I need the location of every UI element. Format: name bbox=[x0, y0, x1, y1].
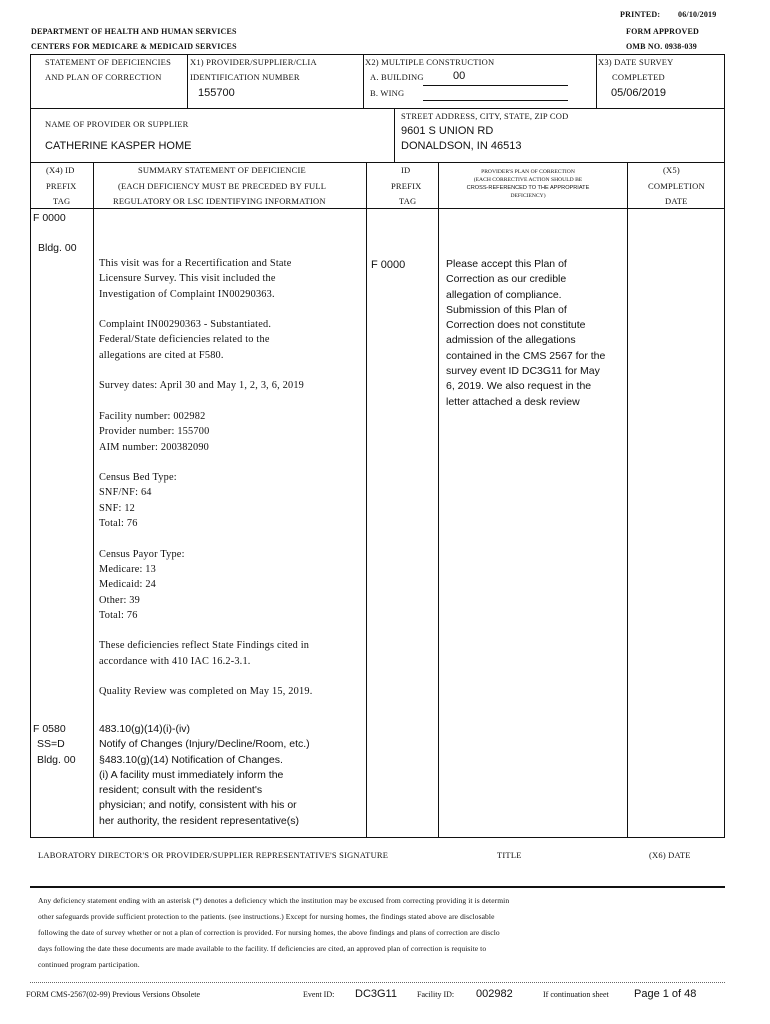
disclaimer-line: other safeguards provide sufficient protection to the patients. (see instructions.) Except for nursing homes, the findings stated above are disclosable bbox=[38, 912, 495, 921]
rule bbox=[724, 108, 725, 162]
id-header: ID bbox=[401, 165, 411, 175]
summary-line: Quality Review was completed on May 15, 2019. bbox=[99, 686, 313, 698]
rule bbox=[438, 162, 439, 838]
rule bbox=[30, 162, 31, 838]
rule bbox=[30, 208, 725, 209]
survey-date-field: 05/06/2019 bbox=[611, 87, 667, 99]
address-line2: DONALDSON, IN 46513 bbox=[401, 140, 522, 152]
id-tag-f0000: F 0000 bbox=[371, 259, 406, 271]
x4-tag-header: TAG bbox=[53, 196, 71, 206]
x6-date-label: (X6) DATE bbox=[649, 850, 691, 860]
provider-name-label: NAME OF PROVIDER OR SUPPLIER bbox=[45, 119, 189, 129]
plan-line: 6, 2019. We also request in the bbox=[446, 380, 592, 393]
department-title: DEPARTMENT OF HEALTH AND HUMAN SERVICES bbox=[31, 27, 237, 36]
disclaimer-line: Any deficiency statement ending with an asterisk (*) denotes a deficiency which the institution may be excused from correcting providing it is determin bbox=[38, 896, 510, 905]
plan-line: Correction as our credible bbox=[446, 273, 567, 286]
summary-line: accordance with 410 IAC 16.2-3.1. bbox=[99, 655, 251, 667]
summary-note: (EACH DEFICIENCY MUST BE PRECEDED BY FULL bbox=[118, 181, 327, 191]
title-label: TITLE bbox=[497, 850, 522, 860]
x2-label: X2) MULTIPLE CONSTRUCTION bbox=[365, 57, 495, 67]
rule bbox=[394, 108, 395, 162]
rule bbox=[30, 54, 725, 55]
wing-underline bbox=[423, 100, 568, 101]
plan-line: contained in the CMS 2567 for the bbox=[446, 349, 606, 362]
summary-line: Medicaid: 24 bbox=[99, 579, 157, 591]
rule bbox=[187, 54, 188, 108]
summary-line: Licensure Survey. This visit included the bbox=[99, 273, 276, 285]
summary-line: SNF/NF: 64 bbox=[99, 487, 152, 499]
address-line1: 9601 S UNION RD bbox=[401, 125, 494, 137]
facility-id-label: Facility ID: bbox=[417, 990, 455, 999]
summary-header: SUMMARY STATEMENT OF DEFICIENCIE bbox=[138, 165, 306, 175]
form-approved: FORM APPROVED bbox=[626, 27, 700, 36]
facility-id-value: 002982 bbox=[476, 988, 513, 1000]
summary-line: Survey dates: April 30 and May 1, 2, 3, 6, 2019 bbox=[99, 380, 305, 392]
f0580-line: her authority, the resident representative(s) bbox=[99, 814, 299, 827]
page-number: Page 1 of 48 bbox=[634, 988, 697, 1000]
plan-line: Please accept this Plan of bbox=[446, 258, 567, 270]
rule bbox=[363, 54, 364, 108]
plan-line: survey event ID DC3G11 for May bbox=[446, 365, 600, 378]
rule bbox=[596, 54, 597, 108]
disclaimer-line: following the date of survey whether or not a plan of correction is provided. For nursing homes, the above findings and plans of correction are disclo bbox=[38, 928, 500, 937]
bldg-label: Bldg. 00 bbox=[37, 753, 76, 766]
building-field: 00 bbox=[453, 70, 466, 82]
rule bbox=[627, 162, 628, 838]
form-number: FORM CMS-2567(02-99) Previous Versions Obsolete bbox=[26, 990, 201, 999]
plan-header bbox=[440, 168, 616, 200]
plan-line: Correction does not constitute bbox=[446, 319, 586, 332]
summary-line: These deficiencies reflect State Findings cited in bbox=[99, 640, 310, 652]
x4-header: (X4) ID bbox=[46, 165, 75, 175]
address-label: STREET ADDRESS, CITY, STATE, ZIP COD bbox=[401, 111, 569, 121]
rule bbox=[724, 54, 725, 108]
plan-header-line: PROVIDER'S PLAN OF CORRECTION bbox=[481, 169, 575, 175]
rule bbox=[30, 886, 725, 888]
tag-f0580: F 0580 bbox=[33, 723, 66, 735]
x5-header: (X5) bbox=[663, 165, 680, 175]
rule bbox=[30, 982, 725, 983]
completion-header: COMPLETION bbox=[648, 181, 705, 191]
summary-line: Total: 76 bbox=[99, 609, 138, 621]
summary-line: Complaint IN00290363 - Substantiated. bbox=[99, 319, 272, 331]
id-tag-header: TAG bbox=[399, 196, 417, 206]
continuation-label: If continuation sheet bbox=[543, 990, 609, 999]
summary-line: Federal/State deficiencies related to the bbox=[99, 334, 270, 346]
summary-line: Facility number: 002982 bbox=[99, 410, 206, 422]
rule bbox=[30, 108, 725, 109]
plan-label: AND PLAN OF CORRECTION bbox=[45, 72, 162, 82]
summary-line: Census Bed Type: bbox=[99, 472, 177, 484]
signature-label: LABORATORY DIRECTOR'S OR PROVIDER/SUPPLIER REPRESENTATIVE'S SIGNATURE bbox=[38, 850, 389, 860]
event-id-value: DC3G11 bbox=[355, 988, 397, 1000]
rule bbox=[30, 108, 31, 162]
summary-line: Census Payor Type: bbox=[99, 548, 185, 560]
f0580-line: (i) A facility must immediately inform the bbox=[99, 768, 284, 781]
plan-header-line: (EACH CORRECTIVE ACTION SHOULD BE bbox=[473, 177, 583, 183]
summary-line: allegations are cited at F580. bbox=[99, 349, 224, 361]
x4-prefix-header: PREFIX bbox=[46, 181, 77, 191]
plan-line: Submission of this Plan of bbox=[446, 303, 567, 316]
rule bbox=[366, 162, 367, 838]
disclaimer-block bbox=[38, 893, 509, 973]
identification-label: IDENTIFICATION NUMBER bbox=[190, 72, 300, 82]
rule bbox=[30, 54, 31, 108]
summary-line: Other: 39 bbox=[99, 594, 140, 606]
summary-line: SNF: 12 bbox=[99, 502, 136, 514]
tag-f0580-block bbox=[33, 723, 76, 769]
printed-label: PRINTED: bbox=[620, 10, 661, 19]
id-prefix-header: PREFIX bbox=[391, 181, 422, 191]
disclaimer-line: continued program participation. bbox=[38, 960, 140, 969]
printed-date: 06/10/2019 bbox=[678, 10, 717, 19]
summary-line: Total: 76 bbox=[99, 518, 138, 530]
bldg-label: Bldg. 00 bbox=[38, 242, 77, 254]
summary-line: Medicare: 13 bbox=[99, 563, 157, 575]
rule bbox=[93, 162, 94, 838]
event-id-label: Event ID: bbox=[303, 990, 335, 999]
summary-line: AIM number: 200382090 bbox=[99, 441, 210, 453]
summary-regulatory: REGULATORY OR LSC IDENTIFYING INFORMATION bbox=[113, 196, 326, 206]
rule bbox=[30, 162, 725, 163]
summary-text-block bbox=[99, 258, 312, 702]
plan-header-line: CROSS-REFERENCED TO THE APPROPRIATE bbox=[466, 185, 590, 191]
x1-label: X1) PROVIDER/SUPPLIER/CLIA bbox=[190, 57, 317, 67]
plan-line: letter attached a desk review bbox=[446, 395, 580, 408]
building-underline bbox=[423, 85, 568, 86]
f0580-line: resident; consult with the resident's bbox=[99, 784, 263, 797]
rule bbox=[30, 837, 725, 838]
plan-line: admission of the allegations bbox=[446, 334, 576, 347]
centers-title: CENTERS FOR MEDICARE & MEDICAID SERVICES bbox=[31, 42, 237, 51]
plan-header-line: DEFICIENCY) bbox=[510, 193, 546, 199]
tag-f0000: F 0000 bbox=[33, 212, 66, 224]
f0580-line: Notify of Changes (Injury/Decline/Room, etc.) bbox=[99, 738, 310, 751]
f0580-text-block bbox=[99, 723, 310, 830]
date-header: DATE bbox=[665, 196, 688, 206]
completed-label: COMPLETED bbox=[612, 72, 665, 82]
summary-line: Provider number: 155700 bbox=[99, 426, 210, 438]
x3-label: X3) DATE SURVEY bbox=[598, 57, 674, 67]
omb-number: OMB NO. 0938-039 bbox=[626, 42, 697, 51]
summary-line: Investigation of Complaint IN00290363. bbox=[99, 288, 275, 300]
wing-label: B. WING bbox=[370, 88, 405, 98]
building-label: A. BUILDING bbox=[370, 72, 424, 82]
rule bbox=[724, 162, 725, 838]
plan-line: allegation of compliance. bbox=[446, 288, 562, 301]
f0580-line: physician; and notify, consistent with his or bbox=[99, 799, 297, 812]
f0580-line: 483.10(g)(14)(i)-(iv) bbox=[99, 723, 191, 735]
statement-label: STATEMENT OF DEFICIENCIES bbox=[45, 57, 172, 67]
plan-text-block bbox=[446, 258, 605, 411]
f0580-line: §483.10(g)(14) Notification of Changes. bbox=[99, 753, 283, 766]
disclaimer-line: days following the date these documents are made available to the facility. If deficiencies are cited, an approved plan of correction is requisite to bbox=[38, 944, 487, 953]
provider-number-field: 155700 bbox=[198, 87, 235, 99]
scope-severity: SS=D bbox=[37, 738, 65, 751]
provider-name-field: CATHERINE KASPER HOME bbox=[45, 140, 192, 152]
summary-line: This visit was for a Recertification and State bbox=[99, 258, 292, 269]
